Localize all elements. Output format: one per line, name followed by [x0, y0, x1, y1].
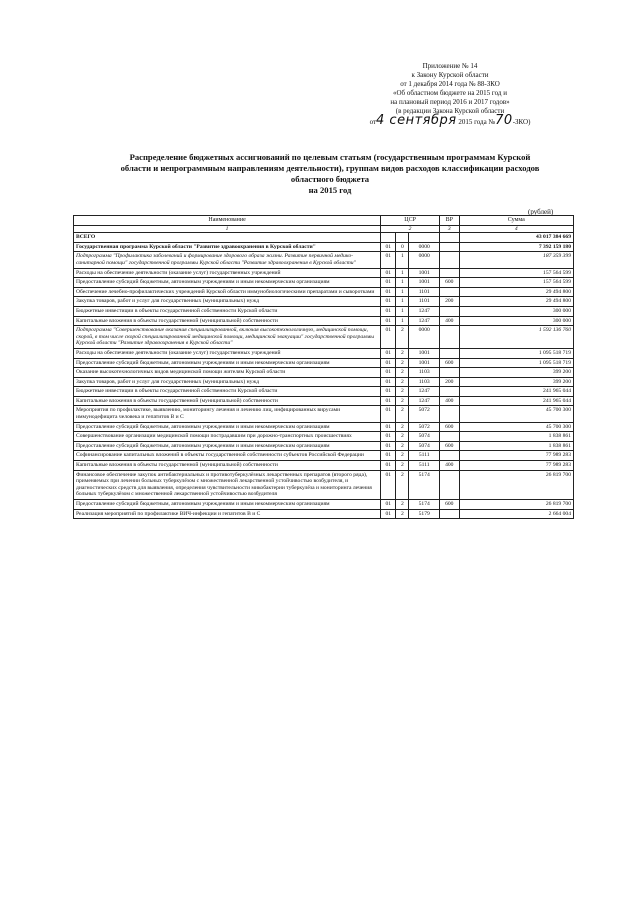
cell-name: Мероприятия по профилактике, выявлению, мониторингу лечения и лечению лиц, инфицированных вирусами иммунодефицита человека и гепатитов В и С	[74, 406, 381, 422]
cell-vr: 600	[439, 278, 459, 288]
cell-c2: 1	[396, 252, 409, 268]
cell-c2: 1	[396, 287, 409, 297]
table-row	[74, 441, 574, 451]
table-row	[74, 500, 574, 510]
cell-c3: 5074	[409, 432, 440, 442]
handwritten-number: 70	[495, 113, 513, 128]
cell-sum: 399 200	[459, 368, 573, 378]
cell-c3: 0000	[409, 252, 440, 268]
cell-c2: 1	[396, 297, 409, 307]
cell-sum: 157 564 599	[459, 278, 573, 288]
table-body	[74, 233, 574, 519]
header-line-2: к Закону Курской области	[411, 71, 489, 79]
cell-c3: 1101	[409, 287, 440, 297]
cell-vr: 400	[439, 461, 459, 471]
cell-name: Капитальные вложения в объекты государственной (муниципальной) собственности	[74, 316, 381, 326]
cell-c2: 2	[396, 451, 409, 461]
table-row	[74, 278, 574, 288]
table-row	[74, 268, 574, 278]
cell-c2: 0	[396, 242, 409, 252]
cell-c1: 01	[381, 470, 396, 499]
cell-name: Расходы на обеспечение деятельности (оказание услуг) государственных учреждений	[74, 348, 381, 358]
cell-c1: 01	[381, 377, 396, 387]
cell-vr: 600	[439, 422, 459, 432]
cell-c1: 01	[381, 441, 396, 451]
cell-vr	[439, 368, 459, 378]
table-row	[74, 396, 574, 406]
cell-vr	[439, 252, 459, 268]
cell-name: Капитальные вложения в объекты государственной (муниципальной) собственности	[74, 396, 381, 406]
header-csr: ЦСР	[381, 216, 440, 226]
cell-name: Предоставление субсидий бюджетным, автономным учреждениям и иным некоммерческим организациям	[74, 358, 381, 368]
cell-c2: 2	[396, 441, 409, 451]
cell-c2: 1	[396, 306, 409, 316]
cell-name: Расходы на обеспечение деятельности (оказание услуг) государственных учреждений	[74, 268, 381, 278]
date-mid: 2015 года №	[458, 118, 496, 126]
header-line-3: от 1 декабря 2014 года № 88-ЗКО	[400, 80, 500, 88]
cell-sum: 399 200	[459, 377, 573, 387]
cell-c2: 2	[396, 432, 409, 442]
cell-c3: 1103	[409, 377, 440, 387]
cell-sum: 29 494 800	[459, 297, 573, 307]
cell-c3: 5174	[409, 470, 440, 499]
budget-table	[73, 215, 574, 519]
cell-c2: 2	[396, 348, 409, 358]
cell-vr	[439, 268, 459, 278]
cell-c1: 01	[381, 396, 396, 406]
cell-c3: 5179	[409, 509, 440, 519]
cell-c2: 1	[396, 278, 409, 288]
cell-c3	[409, 233, 440, 243]
table-row	[74, 509, 574, 519]
title-line-3: областного бюджета	[290, 174, 370, 184]
cell-c3: 1103	[409, 368, 440, 378]
cell-c2: 2	[396, 326, 409, 349]
cell-c1: 01	[381, 268, 396, 278]
units-label: (рублей)	[528, 208, 554, 216]
cell-c2: 2	[396, 387, 409, 397]
cell-name: Предоставление субсидий бюджетным, автономным учреждениям и иным некоммерческим организациям	[74, 278, 381, 288]
cell-name: ВСЕГО	[74, 233, 381, 243]
cell-c1: 01	[381, 500, 396, 510]
cell-sum: 1 592 136 760	[459, 326, 573, 349]
cell-vr: 200	[439, 297, 459, 307]
date-prefix: от	[369, 118, 377, 126]
header-name: Наименование	[74, 216, 381, 226]
cell-c2: 2	[396, 461, 409, 471]
header-line-6: (в редакции Закона Курской области	[395, 107, 505, 115]
table-row	[74, 287, 574, 297]
date-suffix: -ЗКО)	[512, 118, 531, 126]
amendment-date-line	[350, 113, 550, 128]
cell-c1: 01	[381, 422, 396, 432]
header-line-4: «Об областном бюджете на 2015 год и	[393, 89, 507, 97]
header-line-1: Приложение № 14	[422, 62, 478, 70]
cell-c3: 5111	[409, 461, 440, 471]
cell-name: Оказание высокотехнологичных видов медицинской помощи жителям Курской области	[74, 368, 381, 378]
cell-c1: 01	[381, 278, 396, 288]
cell-c1: 01	[381, 406, 396, 422]
index-csr: 2	[381, 225, 440, 233]
table-row	[74, 326, 574, 349]
cell-sum: 7 392 159 180	[459, 242, 573, 252]
cell-c1: 01	[381, 451, 396, 461]
cell-vr: 600	[439, 358, 459, 368]
cell-sum: 300 000	[459, 306, 573, 316]
cell-sum: 45 700 300	[459, 422, 573, 432]
cell-vr	[439, 451, 459, 461]
cell-sum: 26 819 700	[459, 470, 573, 499]
cell-c2: 2	[396, 377, 409, 387]
cell-c1: 01	[381, 252, 396, 268]
header-line-5: на плановый период 2016 и 2017 годов»	[390, 98, 510, 106]
cell-c2: 1	[396, 268, 409, 278]
cell-name: Софинансирование капитальных вложений в объекты государственной собственности субъектов Российской Федерации	[74, 451, 381, 461]
cell-c3: 1101	[409, 297, 440, 307]
cell-sum: 26 819 700	[459, 500, 573, 510]
cell-c2: 2	[396, 509, 409, 519]
document-title	[90, 152, 570, 196]
cell-c3: 1247	[409, 396, 440, 406]
table-row	[74, 432, 574, 442]
cell-sum: 241 965 044	[459, 396, 573, 406]
title-line-1: Распределение бюджетных ассигнований по целевым статьям (государственным программам Курской	[129, 152, 531, 162]
index-name: 1	[74, 225, 381, 233]
header-vr: ВР	[439, 216, 459, 226]
header-sum: Сумма	[459, 216, 573, 226]
cell-name: Закупка товаров, работ и услуг для государственных (муниципальных) нужд	[74, 297, 381, 307]
cell-c2: 2	[396, 406, 409, 422]
cell-c1: 01	[381, 287, 396, 297]
cell-c3: 1001	[409, 268, 440, 278]
cell-name: Предоставление субсидий бюджетным, автономным учреждениям и иным некоммерческим организациям	[74, 441, 381, 451]
table-index-row	[74, 225, 574, 233]
table-row	[74, 451, 574, 461]
cell-sum: 1 838 861	[459, 432, 573, 442]
cell-vr	[439, 348, 459, 358]
cell-name: Финансовое обеспечение закупок антибактериальных и противотуберкулёзных лекарственных препаратов (второго ряда), применяемых при лечении больных туберкулёзом с множественной лекарственной устойчивостью возбудителя, и диагностических средств для выявления, определения чувствительности микобактерии туберкулёза и мониторинга лечения больных туберкулёзом с множественной лекарственной устойчивостью возбудителя	[74, 470, 381, 499]
title-line-2: области и непрограммным направлениям деятельности), группам видов расходов классификации расходов	[120, 163, 540, 173]
cell-sum: 1 095 518 719	[459, 358, 573, 368]
cell-c2: 2	[396, 368, 409, 378]
cell-name: Реализация мероприятий по профилактике ВИЧ-инфекции и гепатитов В и С	[74, 509, 381, 519]
cell-vr: 400	[439, 396, 459, 406]
table-header-row	[74, 216, 574, 226]
cell-c1: 01	[381, 348, 396, 358]
cell-c2: 2	[396, 358, 409, 368]
cell-c3: 1001	[409, 278, 440, 288]
cell-sum: 1 095 518 719	[459, 348, 573, 358]
cell-c1: 01	[381, 387, 396, 397]
cell-c3: 5111	[409, 451, 440, 461]
table-row	[74, 316, 574, 326]
cell-sum: 77 989 283	[459, 451, 573, 461]
cell-sum: 45 700 300	[459, 406, 573, 422]
cell-vr	[439, 326, 459, 349]
table-row	[74, 242, 574, 252]
cell-c1: 01	[381, 326, 396, 349]
cell-sum: 157 564 599	[459, 268, 573, 278]
cell-vr: 400	[439, 316, 459, 326]
table-row	[74, 368, 574, 378]
table-row	[74, 297, 574, 307]
cell-name: Предоставление субсидий бюджетным, автономным учреждениям и иным некоммерческим организациям	[74, 500, 381, 510]
cell-c3: 1001	[409, 358, 440, 368]
cell-name: Подпрограмма "Профилактика заболеваний и формирование здорового образа жизни. Развитие первичной медико-санитарной помощи" государственной программы Курской области "Развитие здравоохранения в Курской области"	[74, 252, 381, 268]
cell-c3: 0000	[409, 242, 440, 252]
cell-c3: 1247	[409, 387, 440, 397]
cell-vr	[439, 406, 459, 422]
cell-c1: 01	[381, 368, 396, 378]
cell-sum: 2 664 004	[459, 509, 573, 519]
cell-sum: 187 359 399	[459, 252, 573, 268]
cell-vr	[439, 387, 459, 397]
cell-name: Предоставление субсидий бюджетным, автономным учреждениям и иным некоммерческим организациям	[74, 422, 381, 432]
cell-c1: 01	[381, 297, 396, 307]
cell-vr	[439, 432, 459, 442]
cell-c3: 5072	[409, 406, 440, 422]
title-line-4: на 2015 год	[308, 185, 352, 195]
table-row	[74, 233, 574, 243]
cell-vr	[439, 306, 459, 316]
cell-name: Капитальные вложения в объекты государственной (муниципальной) собственности	[74, 461, 381, 471]
cell-sum: 43 017 384 669	[459, 233, 573, 243]
table-row	[74, 306, 574, 316]
table-row	[74, 422, 574, 432]
cell-vr	[439, 287, 459, 297]
cell-c3: 5174	[409, 500, 440, 510]
cell-sum: 300 000	[459, 316, 573, 326]
cell-name: Бюджетные инвестиции в объекты государственной собственности Курской области	[74, 306, 381, 316]
cell-c3: 5072	[409, 422, 440, 432]
cell-vr	[439, 233, 459, 243]
cell-c3: 1247	[409, 306, 440, 316]
cell-c1: 01	[381, 358, 396, 368]
cell-c1: 01	[381, 432, 396, 442]
index-vr: 3	[439, 225, 459, 233]
table-row	[74, 348, 574, 358]
handwritten-date: 4 сентября	[376, 113, 457, 128]
cell-c2: 2	[396, 500, 409, 510]
cell-name: Бюджетные инвестиции в объекты государственной собственности Курской области	[74, 387, 381, 397]
cell-c3: 1001	[409, 348, 440, 358]
cell-sum: 29 494 800	[459, 287, 573, 297]
cell-c1	[381, 233, 396, 243]
cell-name: Закупка товаров, работ и услуг для государственных (муниципальных) нужд	[74, 377, 381, 387]
cell-c1: 01	[381, 461, 396, 471]
cell-c1: 01	[381, 306, 396, 316]
cell-vr: 600	[439, 500, 459, 510]
cell-c3: 5074	[409, 441, 440, 451]
cell-name: Подпрограмма "Совершенствование оказания специализированной, включая высокотехнологичную, медицинской помощи, скорой, в том числе скорой специализированной медицинской помощи, медицинской эвакуации" государственной программы Курской области "Развитие здравоохранения в Курской области"	[74, 326, 381, 349]
cell-sum: 241 965 044	[459, 387, 573, 397]
table-row	[74, 358, 574, 368]
cell-sum: 1 838 861	[459, 441, 573, 451]
index-sum: 4	[459, 225, 573, 233]
cell-sum: 77 989 283	[459, 461, 573, 471]
cell-name: Обеспечение лечебно-профилактических учреждений Курской области иммунобиологическими препаратами и сыворотками	[74, 287, 381, 297]
table-row	[74, 252, 574, 268]
cell-vr: 200	[439, 377, 459, 387]
table-row	[74, 470, 574, 499]
cell-c2: 2	[396, 396, 409, 406]
appendix-header	[350, 62, 550, 127]
table-row	[74, 406, 574, 422]
cell-c1: 01	[381, 242, 396, 252]
cell-c1: 01	[381, 509, 396, 519]
cell-vr: 600	[439, 441, 459, 451]
cell-c2: 1	[396, 316, 409, 326]
cell-vr	[439, 509, 459, 519]
cell-vr	[439, 470, 459, 499]
cell-vr	[439, 242, 459, 252]
cell-c3: 0000	[409, 326, 440, 349]
cell-name: Государственная программа Курской области "Развитие здравоохранения в Курской области"	[74, 242, 381, 252]
table-row	[74, 461, 574, 471]
cell-c2: 2	[396, 422, 409, 432]
table-row	[74, 387, 574, 397]
cell-c3: 1247	[409, 316, 440, 326]
cell-name: Совершенствование организации медицинской помощи пострадавшим при дорожно-транспортных происшествиях	[74, 432, 381, 442]
cell-c1: 01	[381, 316, 396, 326]
cell-c2: 2	[396, 470, 409, 499]
cell-c2	[396, 233, 409, 243]
table-row	[74, 377, 574, 387]
